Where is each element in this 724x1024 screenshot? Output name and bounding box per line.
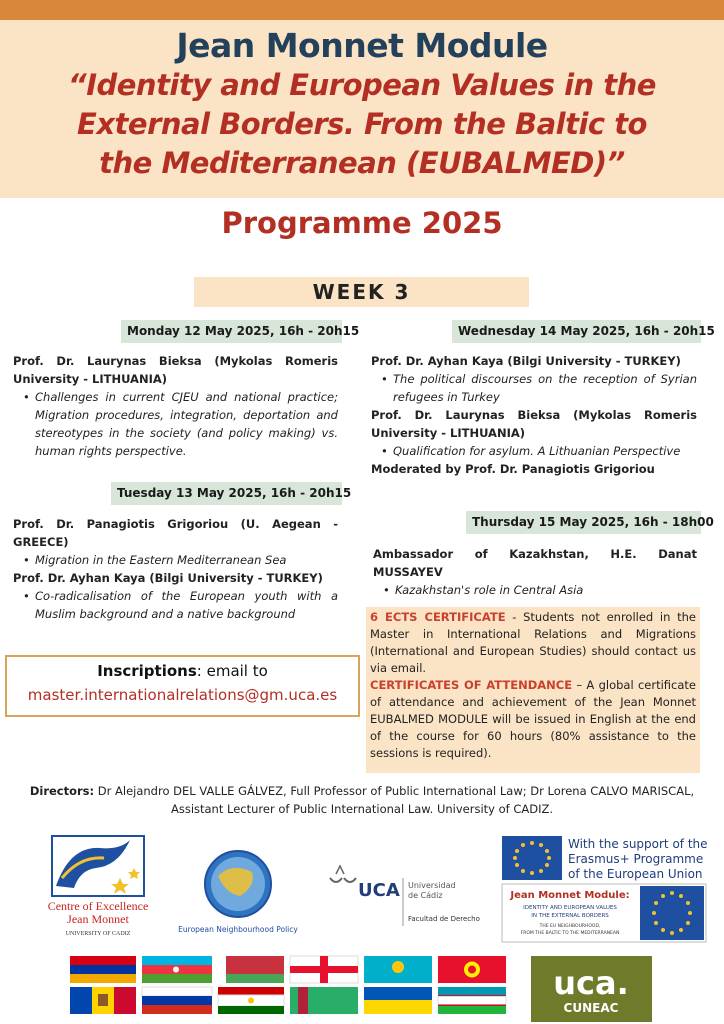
inscriptions-box (5, 655, 360, 717)
week-label: WEEK 3 (194, 277, 529, 307)
module-subtitle-line-3: the Mediterranean (EUBALMED)” (99, 146, 625, 180)
directors-label: Directors: (29, 784, 95, 798)
programme-title: Programme 2025 (221, 206, 503, 240)
monday-topic: • Challenges in current CJEU and national practice; Migration procedures, integration, deportation and stereotypes in the society (and policy making) vs. human rights perspective. (13, 388, 338, 460)
russia-flag-icon (142, 987, 212, 1014)
jm-line-1: IDENTITY AND EUROPEAN VALUES (523, 905, 617, 911)
erasmus-logo (502, 836, 708, 881)
module-subtitle-line-2: External Borders. From the Baltic to (77, 107, 647, 141)
uca-sub-1: Universidad (408, 881, 456, 890)
jm-title: Jean Monnet Module: (510, 890, 630, 901)
wednesday-date-bar: Wednesday 14 May 2025, 16h - 20h15 (452, 320, 701, 343)
enp-label: European Neighbourhood Policy (178, 925, 298, 934)
uca-faculty: Facultad de Derecho (408, 915, 480, 923)
turkmenistan-flag-icon (290, 987, 358, 1014)
uzbekistan-flag-icon (438, 987, 506, 1014)
kyrgyzstan-flag-icon (438, 956, 506, 983)
inscriptions-strong: Inscriptions (97, 662, 197, 680)
erasmus-line-2: Erasmus+ Programme (568, 852, 704, 866)
monday-date-bar: Monday 12 May 2025, 16h - 20h15 (121, 320, 342, 343)
jm-line-4: FROM THE BALTIC TO THE MEDITERRANEAN (520, 931, 620, 936)
tuesday-speaker-1: Prof. Dr. Panagiotis Grigoriou (U. Aegean - GREECE) (13, 517, 338, 549)
georgia-flag-icon (290, 956, 358, 983)
certificates-box (366, 607, 700, 773)
azerbaijan-flag-icon (142, 956, 212, 983)
cuneac-big: uca. (553, 964, 629, 1002)
inscriptions-label (7, 662, 358, 680)
wednesday-session (371, 352, 697, 478)
tuesday-topic-2: • Co-radicalisation of the European youth with a Muslim background and a native background (13, 587, 338, 623)
moldova-flag-icon (70, 987, 136, 1014)
ukraine-flag-icon (364, 987, 432, 1014)
header-banner (0, 20, 724, 198)
directors-note (20, 782, 704, 818)
uca-sub-2: de Cádiz (408, 891, 443, 900)
coe-line-2: Jean Monnet (67, 912, 129, 926)
directors-text: Dr Alejandro DEL VALLE GÁLVEZ, Full Professor of Public International Law; Dr Lorena CALVO MARISCAL, Assistant Lecturer of Public International Law. University of CADIZ. (94, 784, 695, 816)
wednesday-topic-1: • The political discourses on the reception of Syrian refugees in Turkey (371, 370, 697, 406)
wednesday-speaker-1: Prof. Dr. Ayhan Kaya (Bilgi University - TURKEY) (371, 354, 681, 368)
uca-name: UCA (358, 880, 400, 901)
tajikistan-flag-icon (218, 987, 284, 1014)
inscriptions-rest: : email to (196, 662, 268, 680)
cuneac-logo (531, 956, 652, 1022)
tuesday-date-bar: Tuesday 13 May 2025, 16h - 20h15 (111, 482, 342, 505)
kazakhstan-flag-icon (364, 956, 432, 983)
armenia-flag-icon (70, 956, 136, 983)
jm-line-3: THE EU NEIGHBOURHOOD, (539, 924, 601, 929)
top-accent-bar (0, 0, 724, 20)
thursday-speaker: Ambassador of Kazakhstan, H.E. Danat MUSSAYEV (373, 547, 697, 579)
cuneac-small: CUNEAC (563, 1001, 619, 1015)
tuesday-session (13, 515, 338, 623)
coe-line-3: UNIVERSITY OF CADIZ (65, 931, 131, 937)
module-title: Jean Monnet Module (176, 26, 548, 65)
coe-line-1: Centre of Excellence (47, 899, 149, 913)
flags-grid (70, 956, 506, 1014)
erasmus-line-3: of the European Union (568, 867, 703, 881)
wednesday-topic-2: • Qualification for asylum. A Lithuanian Perspective (371, 442, 697, 460)
wednesday-speaker-2: Prof. Dr. Laurynas Bieksa (Mykolas Romeris University - LITHUANIA) (371, 408, 697, 440)
belarus-flag-icon (218, 956, 284, 983)
erasmus-line-1: With the support of the (568, 837, 708, 851)
thursday-date-bar: Thursday 15 May 2025, 16h - 18h00 (466, 511, 701, 534)
tuesday-topic-1: • Migration in the Eastern Mediterranean Sea (13, 551, 338, 569)
enp-logo (178, 851, 298, 934)
tuesday-speaker-2: Prof. Dr. Ayhan Kaya (Bilgi University - TURKEY) (13, 571, 323, 585)
attendance-title: CERTIFICATES OF ATTENDANCE (370, 678, 573, 692)
thursday-session (373, 545, 697, 599)
monday-speaker: Prof. Dr. Laurynas Bieksa (Mykolas Romeris University - LITHUANIA) (13, 354, 338, 386)
monday-session (13, 352, 338, 460)
ects-text: - Students not enrolled in the Master in International Relations and Migrations (International and European Studies) should contact us via email. (370, 610, 696, 675)
centre-excellence-logo (48, 836, 149, 937)
wednesday-moderator: Moderated by Prof. Dr. Panagiotis Grigoriou (371, 462, 655, 476)
jm-module-logo (502, 884, 706, 942)
module-subtitle-line-1: “Identity and European Values in the (68, 68, 656, 102)
attendance-text: – A global certificate of attendance and achievement of the Jean Monnet EUBALMED MODULE will be issued in English at the end of the course for 60 hours (80% assistance to the sessions is required). (370, 678, 696, 760)
uca-logo (330, 866, 480, 926)
ects-title: 6 ECTS CERTIFICATE (370, 610, 506, 624)
thursday-topic: • Kazakhstan's role in Central Asia (373, 581, 697, 599)
jm-line-2: IN THE EXTERNAL BORDERS (531, 913, 609, 919)
inscriptions-email-link[interactable]: master.internationalrelations@gm.uca.es (27, 686, 338, 704)
logos-area (0, 826, 724, 1024)
